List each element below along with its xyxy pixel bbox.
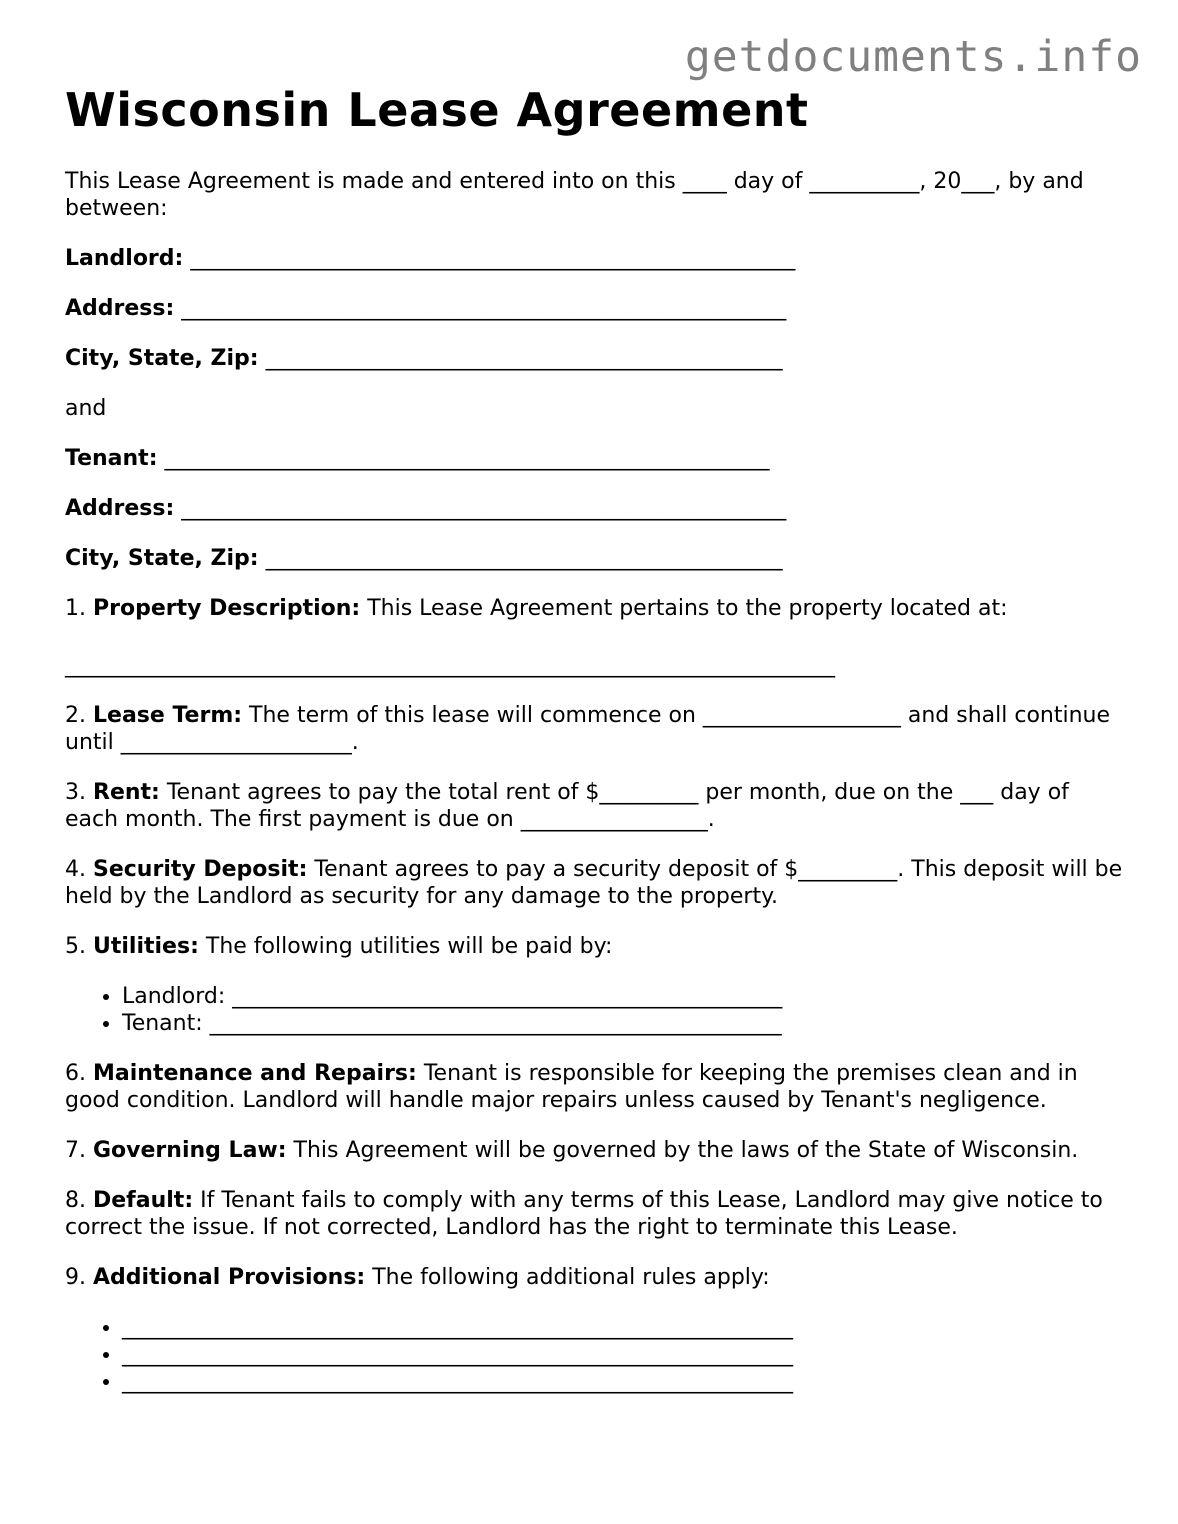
landlord-name-label: Landlord: [65, 246, 184, 271]
section-number: 1. [65, 596, 86, 621]
tenant-name-label: Tenant: [65, 446, 158, 471]
section-text: Tenant agrees to pay a security deposit of $_________. This deposit will be held by the Landlord as security for any damage to the property. [65, 857, 1123, 909]
utilities-list [65, 983, 1125, 1037]
landlord-name-blank: _______________________________________________________ [190, 246, 796, 271]
section-number: 3. [65, 780, 86, 805]
landlord-name-line [65, 245, 1125, 272]
list-item: • _____________________________________________________________ [122, 1368, 1125, 1395]
section-number: 8. [65, 1188, 86, 1213]
section-number: 9. [65, 1265, 86, 1290]
tenant-address-line [65, 495, 1125, 522]
tenant-name-line [65, 445, 1125, 472]
section-label: Default: [93, 1188, 194, 1213]
landlord-address-line [65, 295, 1125, 322]
section-number: 7. [65, 1138, 86, 1163]
section-utilities [65, 933, 1125, 960]
section-default [65, 1187, 1125, 1241]
section-rent [65, 779, 1125, 833]
section-number: 4. [65, 857, 86, 882]
section-text: If Tenant fails to comply with any terms of this Lease, Landlord may give notice to correct the issue. If not corrected, Landlord has the right to terminate this Lease. [65, 1188, 1103, 1240]
section-label: Utilities: [93, 934, 199, 959]
section-label: Rent: [93, 780, 160, 805]
landlord-csz-line [65, 345, 1125, 372]
tenant-csz-blank: _______________________________________________ [265, 546, 783, 571]
list-item: • _____________________________________________________________ [122, 1314, 1125, 1341]
section-label: Additional Provisions: [93, 1265, 366, 1290]
list-item: • _____________________________________________________________ [122, 1341, 1125, 1368]
section-text: Tenant is responsible for keeping the premises clean and in good condition. Landlord will handle major repairs unless caused by Tenant's negligence. [65, 1061, 1078, 1113]
section-text: Tenant agrees to pay the total rent of $_________ per month, due on the ___ day of each month. The first payment is due on _________________. [65, 780, 1069, 832]
intro-paragraph: This Lease Agreement is made and entered into on this ____ day of __________, 20___, by and between: [65, 169, 1084, 221]
section-text: This Agreement will be governed by the laws of the State of Wisconsin. [293, 1138, 1079, 1163]
section-label: Security Deposit: [93, 857, 308, 882]
landlord-address-label: Address: [65, 296, 175, 321]
tenant-address-blank: _______________________________________________________ [181, 496, 787, 521]
section-label: Maintenance and Repairs: [93, 1061, 417, 1086]
watermark: getdocuments.info [684, 32, 1142, 82]
document-page [65, 84, 1125, 1418]
tenant-csz-line [65, 545, 1125, 572]
list-item: • Landlord: __________________________________________________ [122, 983, 1125, 1010]
tenant-address-label: Address: [65, 496, 175, 521]
section-number: 5. [65, 934, 86, 959]
section-additional-provisions [65, 1264, 1125, 1291]
section-text: The term of this lease will commence on __________________ and shall continue until _____________________. [65, 703, 1111, 755]
document-title: Wisconsin Lease Agreement [65, 83, 809, 137]
property-address-blank: ______________________________________________________________________ [65, 653, 835, 678]
landlord-csz-label: City, State, Zip: [65, 346, 259, 371]
section-label: Lease Term: [93, 703, 243, 728]
section-property-description [65, 595, 1125, 622]
section-text: This Lease Agreement pertains to the property located at: [367, 596, 1008, 621]
landlord-csz-blank: _______________________________________________ [265, 346, 783, 371]
section-number: 2. [65, 703, 86, 728]
and-text: and [65, 396, 107, 421]
section-label: Governing Law: [93, 1138, 287, 1163]
section-maintenance-repairs [65, 1060, 1125, 1114]
section-security-deposit [65, 856, 1125, 910]
tenant-csz-label: City, State, Zip: [65, 546, 259, 571]
section-number: 6. [65, 1061, 86, 1086]
section-governing-law [65, 1137, 1125, 1164]
section-label: Property Description: [93, 596, 361, 621]
section-lease-term [65, 702, 1125, 756]
section-text: The following utilities will be paid by: [205, 934, 613, 959]
tenant-name-blank: _______________________________________________________ [164, 446, 770, 471]
section-text: The following additional rules apply: [372, 1265, 770, 1290]
landlord-address-blank: _______________________________________________________ [181, 296, 787, 321]
list-item: • Tenant: ____________________________________________________ [122, 1010, 1125, 1037]
additional-provisions-list [65, 1314, 1125, 1395]
